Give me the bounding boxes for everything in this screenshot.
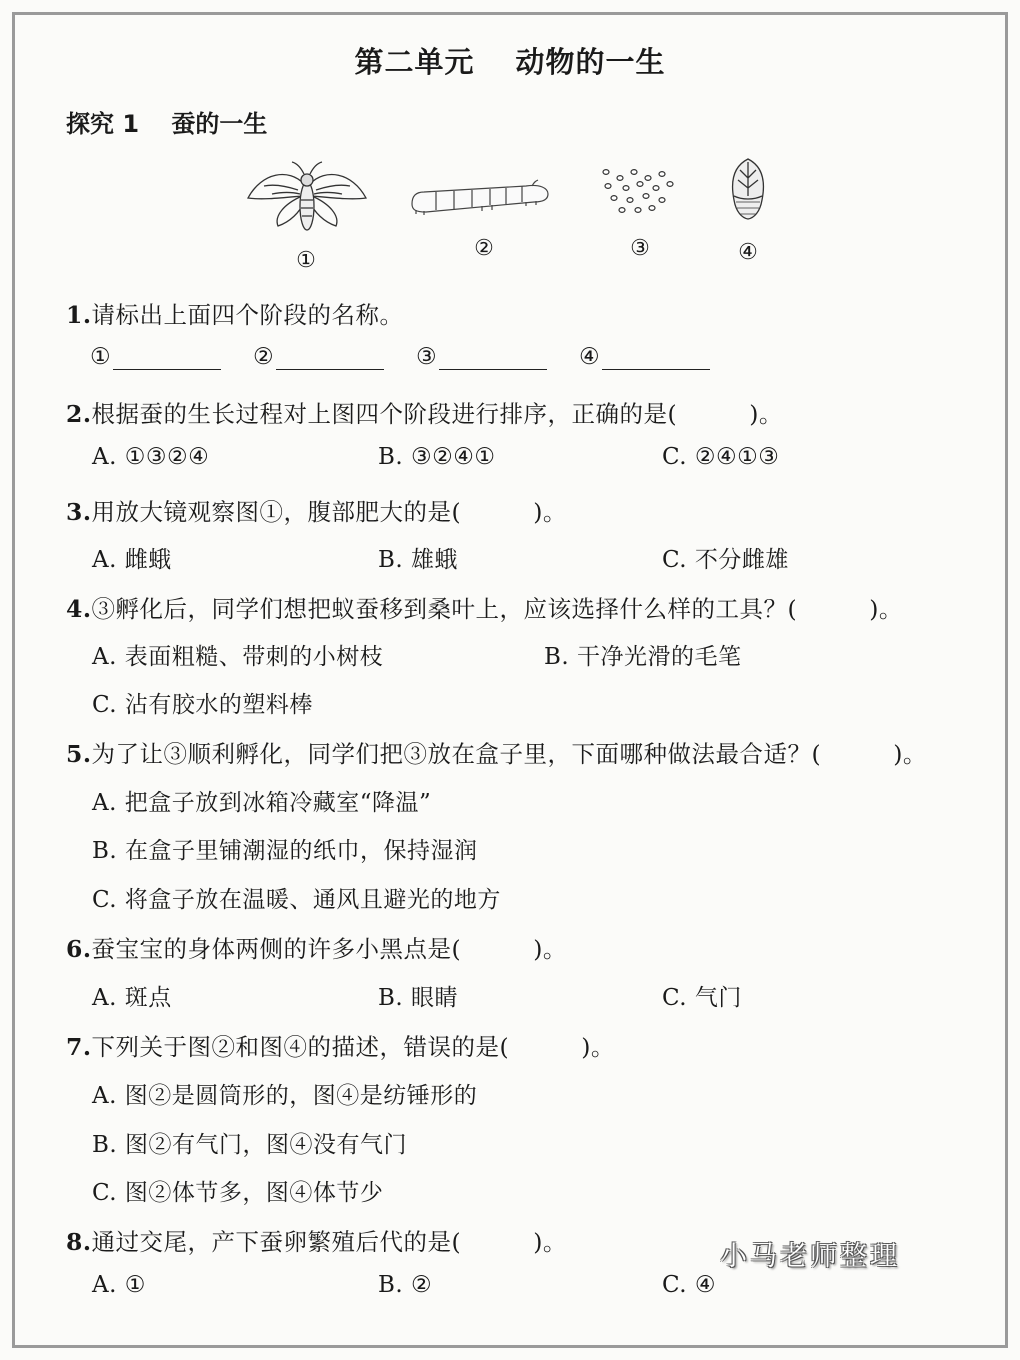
question-text: ③孵化后，同学们想把蚁蚕移到桑叶上，应该选择什么样的工具？( )。	[91, 595, 903, 623]
question-number: 8.	[66, 1228, 92, 1256]
option-a[interactable]: A. 雌蛾	[92, 547, 172, 573]
silk-moth-icon	[244, 160, 370, 236]
question-4	[66, 590, 903, 624]
question-8	[66, 1223, 567, 1257]
question-number: 7.	[66, 1033, 92, 1061]
cocoon-icon	[728, 156, 768, 222]
option-a[interactable]: A. 把盒子放到冰箱冷藏室“降温”	[92, 790, 432, 816]
blank-label: ③	[416, 344, 437, 370]
blank-line	[113, 345, 221, 370]
option-b[interactable]: B. 雄蛾	[378, 547, 459, 573]
question-number: 4.	[66, 595, 92, 623]
option-c[interactable]: C. 将盒子放在温暖、通风且避光的地方	[92, 887, 501, 913]
question-text: 蚕宝宝的身体两侧的许多小黑点是( )。	[91, 935, 567, 963]
option-b[interactable]: B. 干净光滑的毛笔	[544, 644, 742, 670]
figure-label-2: ②	[474, 236, 494, 261]
question-1	[66, 296, 404, 330]
watermark: 小马老师整理	[720, 1241, 900, 1272]
option-b[interactable]: B. 图②有气门，图④没有气门	[92, 1132, 408, 1158]
unit-title: 第二单元 动物的一生	[354, 45, 666, 79]
option-a[interactable]: A. 表面粗糙、带刺的小树枝	[92, 644, 384, 670]
figure-label-1: ①	[296, 248, 316, 273]
question-text: 为了让③顺利孵化，同学们把③放在盒子里，下面哪种做法最合适？( )。	[91, 740, 927, 768]
option-a[interactable]: A. ①③②④	[92, 444, 210, 470]
figure-label-3: ③	[630, 236, 650, 261]
question-number: 6.	[66, 935, 92, 963]
option-b[interactable]: B. ③②④①	[378, 444, 496, 470]
question-text: 下列关于图②和图④的描述，错误的是( )。	[91, 1033, 615, 1061]
option-c[interactable]: C. 不分雌雄	[662, 547, 789, 573]
blank-label: ④	[579, 344, 600, 370]
answer-blank-4[interactable]	[579, 344, 710, 370]
blank-line	[276, 345, 384, 370]
option-a[interactable]: A. 图②是圆筒形的，图④是纺锤形的	[92, 1083, 478, 1109]
question-text: 请标出上面四个阶段的名称。	[91, 301, 404, 329]
option-c[interactable]: C. 图②体节多，图④体节少	[92, 1180, 384, 1206]
question-text: 用放大镜观察图①，腹部肥大的是( )。	[91, 498, 567, 526]
option-a[interactable]: A. 斑点	[92, 985, 172, 1011]
question-number: 3.	[66, 498, 92, 526]
question-5	[66, 735, 927, 769]
blank-label: ②	[253, 344, 274, 370]
question-3	[66, 493, 567, 527]
question-text: 通过交尾，产下蚕卵繁殖后代的是( )。	[91, 1228, 567, 1256]
section-heading: 探究 1 蚕的一生	[66, 110, 268, 138]
question-2	[66, 395, 783, 429]
answer-blank-2[interactable]	[253, 344, 384, 370]
silkworm-eggs-icon	[600, 166, 676, 218]
option-c[interactable]: C. 沾有胶水的塑料棒	[92, 692, 313, 718]
option-b[interactable]: B. ②	[378, 1272, 433, 1298]
blank-line	[439, 345, 547, 370]
option-c[interactable]: C. ②④①③	[662, 444, 780, 470]
blank-label: ①	[90, 344, 111, 370]
silkworm-larva-icon	[406, 174, 552, 218]
question-number: 5.	[66, 740, 92, 768]
question-number: 2.	[66, 400, 92, 428]
question-6	[66, 930, 567, 964]
question-7	[66, 1028, 615, 1062]
option-b[interactable]: B. 眼睛	[378, 985, 459, 1011]
answer-blank-3[interactable]	[416, 344, 547, 370]
question-text: 根据蚕的生长过程对上图四个阶段进行排序，正确的是( )。	[91, 400, 783, 428]
answer-blank-1[interactable]	[90, 344, 221, 370]
option-a[interactable]: A. ①	[92, 1272, 146, 1298]
option-c[interactable]: C. 气门	[662, 985, 742, 1011]
option-c[interactable]: C. ④	[662, 1272, 717, 1298]
option-b[interactable]: B. 在盒子里铺潮湿的纸巾，保持湿润	[92, 838, 478, 864]
blank-line	[602, 345, 710, 370]
figure-label-4: ④	[738, 240, 758, 265]
question-number: 1.	[66, 301, 92, 329]
